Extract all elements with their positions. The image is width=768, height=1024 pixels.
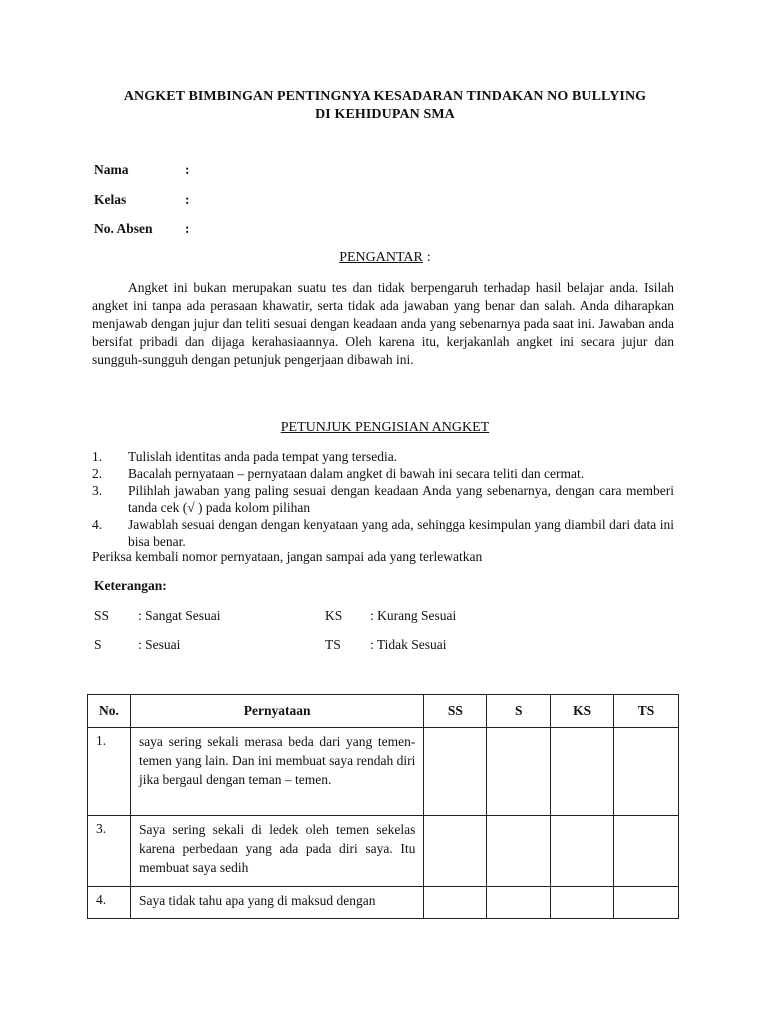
legend-desc-ts: : Tidak Sesuai [370,637,447,652]
list-item [92,448,674,465]
intro-heading [60,250,710,266]
title-line-1: ANGKET BIMBINGAN PENTINGNYA KESADARAN TINDAKAN NO BULLYING [123,89,647,104]
attendance-number-label: No. Absen [94,221,153,236]
list-item-number: 3. [92,483,103,498]
header-s: S [487,695,551,728]
class-label: Kelas [94,192,127,207]
list-item-text: Pilihlah jawaban yang paling sesuai dengan keadaan Anda yang sebenarnya, dengan cara memberi tanda cek (√ ) pada kolom pilihan [128,483,674,515]
name-colon: : [185,162,190,177]
table-row [88,728,679,816]
table-header-row [88,695,679,728]
list-item-text: Jawablah sesuai dengan dengan kenyataan yang ada, sehingga kesimpulan yang diambil dari data ini bisa benar. [128,517,674,549]
answer-cell-s[interactable] [487,728,551,816]
class-colon: : [185,192,190,207]
list-item [92,465,674,482]
header-statement: Pernyataan [130,695,423,728]
answer-cell-s[interactable] [487,816,551,887]
header-no: No. [88,695,131,728]
answer-cell-ss[interactable] [424,728,487,816]
table-row [88,816,679,887]
name-label: Nama [94,162,129,177]
list-item [92,482,674,516]
legend-desc-ks: : Kurang Sesuai [370,608,457,623]
answer-cell-ss[interactable] [424,887,487,919]
list-item [92,516,674,550]
header-ts: TS [614,695,679,728]
list-item-number: 4. [92,517,103,532]
header-ss: SS [424,695,487,728]
legend-code-ts: TS [325,637,341,652]
legend-desc-ss: : Sangat Sesuai [138,608,221,623]
instructions-list [92,448,674,550]
answer-cell-ts[interactable] [614,728,679,816]
title-line-2: DI KEHIDUPAN SMA [315,107,455,122]
legend-code-s: S [94,637,102,652]
answer-cell-ks[interactable] [551,728,614,816]
row-number: 4. [88,887,131,919]
answer-cell-ks[interactable] [551,887,614,919]
row-number: 1. [88,728,131,816]
intro-heading-colon: : [426,250,431,265]
legend-code-ks: KS [325,608,343,623]
instructions-heading: PETUNJUK PENGISIAN ANGKET [280,420,490,435]
legend-code-ss: SS [94,608,110,623]
table-row [88,887,679,919]
header-ks: KS [551,695,614,728]
survey-table [87,694,679,919]
instructions-note: Periksa kembali nomor pernyataan, jangan sampai ada yang terlewatkan [92,549,483,564]
answer-cell-ks[interactable] [551,816,614,887]
legend-desc-s: : Sesuai [138,637,181,652]
answer-cell-ts[interactable] [614,816,679,887]
row-statement: saya sering sekali merasa beda dari yang temen- temen yang lain. Dan ini membuat saya rendah diri jika bergaul dengan teman – temen. [130,728,423,816]
answer-cell-s[interactable] [487,887,551,919]
intro-paragraph: Angket ini bukan merupakan suatu tes dan tidak berpengaruh terhadap hasil belajar anda. Isilah angket ini tanpa ada perasaan khawatir, serta tidak ada jawaban yang benar dan salah. Anda diharapkan menjawab dengan jujur dan teliti sesuai dengan keadaan anda yang sebenarnya pada saat ini. Jawaban anda bersifat pribadi dan dijaga kerahasiaannya. Oleh karena itu, kerjakanlah angket ini secara jujur dan sungguh-sungguh dengan petunjuk pengerjaan dibawah ini. [92,280,674,367]
attendance-number-colon: : [185,221,190,236]
list-item-text: Tulislah identitas anda pada tempat yang tersedia. [128,449,398,464]
list-item-text: Bacalah pernyataan – pernyataan dalam angket di bawah ini secara teliti dan cermat. [128,466,585,481]
document-title [60,88,710,124]
row-number: 3. [88,816,131,887]
row-statement: Saya sering sekali di ledek oleh temen sekelas karena perbedaan yang ada pada diri saya. Itu membuat saya sedih [130,816,423,887]
row-statement: Saya tidak tahu apa yang di maksud dengan [130,887,423,919]
answer-cell-ts[interactable] [614,887,679,919]
intro-heading-text: PENGANTAR [339,250,423,265]
answer-cell-ss[interactable] [424,816,487,887]
list-item-number: 1. [92,449,103,464]
legend-heading: Keterangan: [94,578,167,593]
list-item-number: 2. [92,466,103,481]
